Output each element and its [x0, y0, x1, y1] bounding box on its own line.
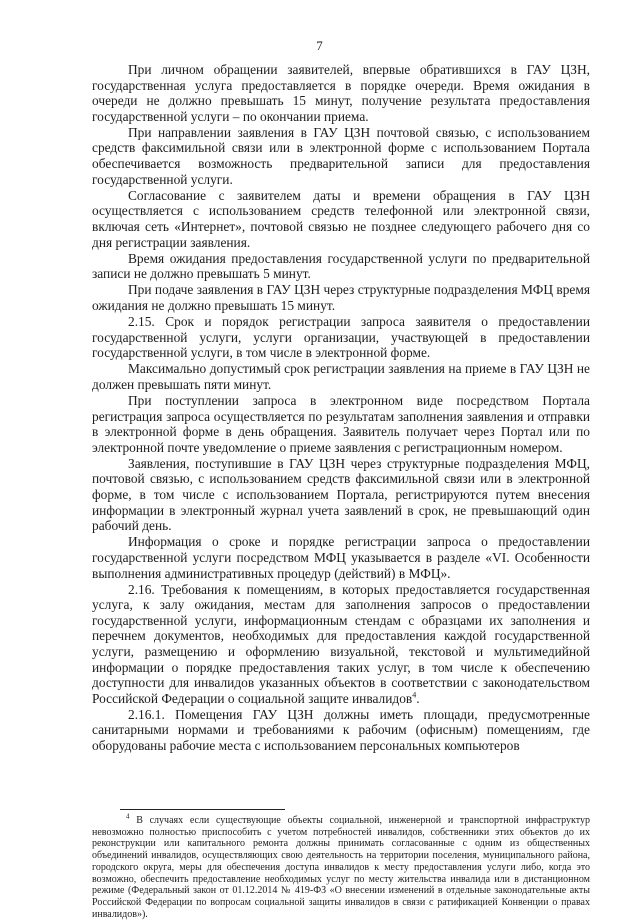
paragraph: При подаче заявления в ГАУ ЦЗН через структурные подразделения МФЦ время ожидания не должно превышать 15 минут.: [92, 282, 590, 313]
section-2-16-heading: 2.16. Требования к помещениям, в которых предоставляется государственная услуга, к залу ожидания, местам для заполнения запросов о предоставлении государственной услуги, информационным стендам с образцами их заполнения и перечнем документов, необходимых для предоставления каждой государственной услуги, размещению и оформлению визуальной, текстовой и мультимедийной информации о порядке предоставления таких услуг, в том числе к обеспечению доступности для инвалидов указанных объектов в соответствии с законодательством Российской Федерации о социальной защите инвалидов$^4$.: [92, 581, 590, 706]
footnote-marker: 4: [126, 812, 130, 821]
paragraph: Согласование с заявителем даты и времени обращения в ГАУ ЦЗН осуществляется с использованием средств телефонной или электронной связи, включая сеть «Интернет», почтовой связью не позднее следующего рабочего дня со дня регистрации заявления.: [92, 187, 590, 250]
body-text: [92, 62, 590, 754]
footnote-reference[interactable]: 4: [412, 690, 417, 700]
section-2-15-heading: 2.15. Срок и порядок регистрации запроса заявителя о предоставлении государственной услуги, услуги организации, участвующей в предоставлении государственной услуги, в том числе в электронной форме.: [92, 314, 590, 361]
paragraph: Максимально допустимый срок регистрации заявления на приеме в ГАУ ЦЗН не должен превышать пяти минут.: [92, 361, 590, 392]
paragraph: При поступлении запроса в электронном виде посредством Портала регистрация запроса осуществляется по результатам заполнения заявления и отправки в электронной форме в день обращения. Заявитель получает через Портал или по электронной почте уведомление о приеме заявления с регистрационным номером.: [92, 392, 590, 455]
footnote-text: В случаях если существующие объекты социальной, инженерной и транспортной инфраструктур невозможно полностью приспособить с учетом потребностей инвалидов, собственники этих объектов до их реконструкции или капитального ремонта должны принимать согласованные с одним из общественных объединений инвалидов, осуществляющих свою деятельность на территории поселения, муниципального района, городского округа, меры для обеспечения доступа инвалидов к месту предоставления услуги либо, когда это возможно, обеспечить предоставление необходимых услуг по месту жительства инвалида или в дистанционном режиме (Федеральный закон от 01.12.2014 № 419-ФЗ «О внесении изменений в отдельные законодательные акты Российской Федерации по вопросам социальной защиты инвалидов в связи с ратификацией Конвенции о правах инвалидов»).: [92, 815, 590, 920]
footnote: [92, 812, 590, 920]
paragraph: Время ожидания предоставления государственной услуги по предварительной записи не должно превышать 5 минут.: [92, 250, 590, 282]
section-2-16-text: 2.16. Требования к помещениям, в которых предоставляется государственная услуга, к залу ожидания, местам для заполнения запросов о предоставлении государственной услуги, информационным стендам с образцами их заполнения и перечнем документов, необходимых для предоставления каждой государственной услуги, размещению и оформлению визуальной, текстовой и мультимедийной информации о порядке предоставления таких услуг, в том числе к обеспечению доступности для инвалидов указанных объектов в соответствии с законодательством Российской Федерации о социальной защите инвалидов: [92, 581, 590, 706]
section-2-16-1-paragraph: 2.16.1. Помещения ГАУ ЦЗН должны иметь площади, предусмотренные санитарными нормами и требованиями к рабочим (офисным) помещениям, где оборудованы рабочие места с использованием персональных компьютеров: [92, 706, 590, 754]
paragraph: При направлении заявления в ГАУ ЦЗН почтовой связью, с использованием средств факсимильной связи или в электронной форме с использованием Портала обеспечивается возможность предварительной записи для предоставления государственной услуги.: [92, 124, 590, 187]
paragraph: Заявления, поступившие в ГАУ ЦЗН через структурные подразделения МФЦ, почтовой связью, с использованием средств факсимильной связи или в электронной форме, в том числе с использованием Портала, регистрируются путем внесения информации в электронный журнал учета заявлений в срок, не превышающий один рабочий день.: [92, 455, 590, 534]
page-number: 7: [316, 38, 323, 53]
footnote-separator: [120, 809, 285, 810]
paragraph: Информация о сроке и порядке регистрации запроса о предоставлении государственной услуги посредством МФЦ указывается в разделе «VI. Особенности выполнения административных процедур (действий) в МФЦ».: [92, 534, 590, 581]
paragraph: При личном обращении заявителей, впервые обратившихся в ГАУ ЦЗН, государственная услуга предоставляется в порядке очереди. Время ожидания в очереди не должно превышать 15 минут, получение результата предоставления государственной услуги – по окончании приема.: [92, 62, 590, 124]
